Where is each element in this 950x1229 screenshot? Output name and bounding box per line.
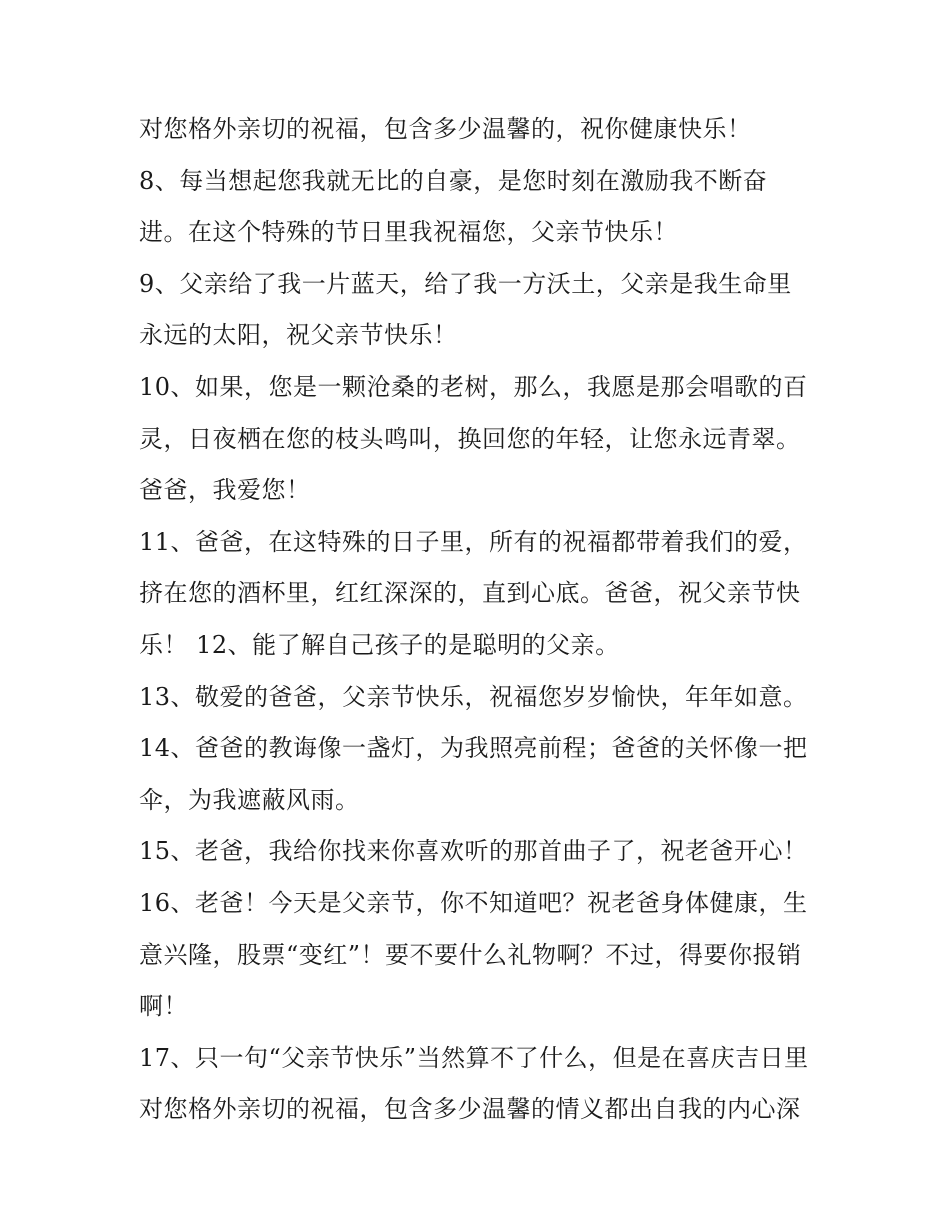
text-line: 爸爸，我爱您！ — [139, 476, 311, 505]
text-line: 10、如果，您是一颗沧桑的老树，那么，我愿是那会唱歌的百 — [139, 372, 808, 401]
text-line: 11、爸爸，在这特殊的日子里，所有的祝福都带着我们的爱， — [139, 527, 808, 556]
text-line: 伞，为我遮蔽风雨。 — [139, 785, 360, 814]
text-line: 8、每当想起您我就无比的自豪，是您时刻在激励我不断奋 — [139, 166, 768, 195]
text-line: 啊！ — [139, 992, 188, 1021]
text-line: 对您格外亲切的祝福，包含多少温馨的情义都出自我的内心深 — [139, 1095, 801, 1124]
text-line: 15、老爸，我给你找来你喜欢听的那首曲子了，祝老爸开心！ — [139, 837, 808, 866]
text-line: 9、父亲给了我一片蓝天，给了我一方沃土，父亲是我生命里 — [139, 269, 792, 298]
text-line: 16、老爸！今天是父亲节，你不知道吧？祝老爸身体健康，生 — [139, 888, 808, 917]
text-line: 乐！ 12、能了解自己孩子的是聪明的父亲。 — [139, 630, 620, 659]
document-text — [139, 104, 829, 1136]
text-line: 13、敬爱的爸爸，父亲节快乐，祝福您岁岁愉快，年年如意。 — [139, 682, 808, 711]
text-line: 14、爸爸的教诲像一盏灯，为我照亮前程；爸爸的关怀像一把 — [139, 734, 808, 763]
text-line: 挤在您的酒杯里，红红深深的，直到心底。爸爸，祝父亲节快 — [139, 579, 801, 608]
text-line: 对您格外亲切的祝福，包含多少温馨的，祝你健康快乐！ — [139, 115, 752, 143]
text-line: 进。在这个特殊的节日里我祝福您，父亲节快乐！ — [139, 218, 678, 247]
text-line: 永远的太阳，祝父亲节快乐！ — [139, 321, 458, 350]
text-line: 意兴隆，股票“变红”！要不要什么礼物啊？不过，得要你报销 — [139, 940, 802, 969]
text-line: 17、只一句“父亲节快乐”当然算不了什么，但是在喜庆吉日里 — [139, 1043, 809, 1072]
text-line: 灵，日夜栖在您的枝头鸣叫，换回您的年轻，让您永远青翠。 — [139, 424, 801, 453]
